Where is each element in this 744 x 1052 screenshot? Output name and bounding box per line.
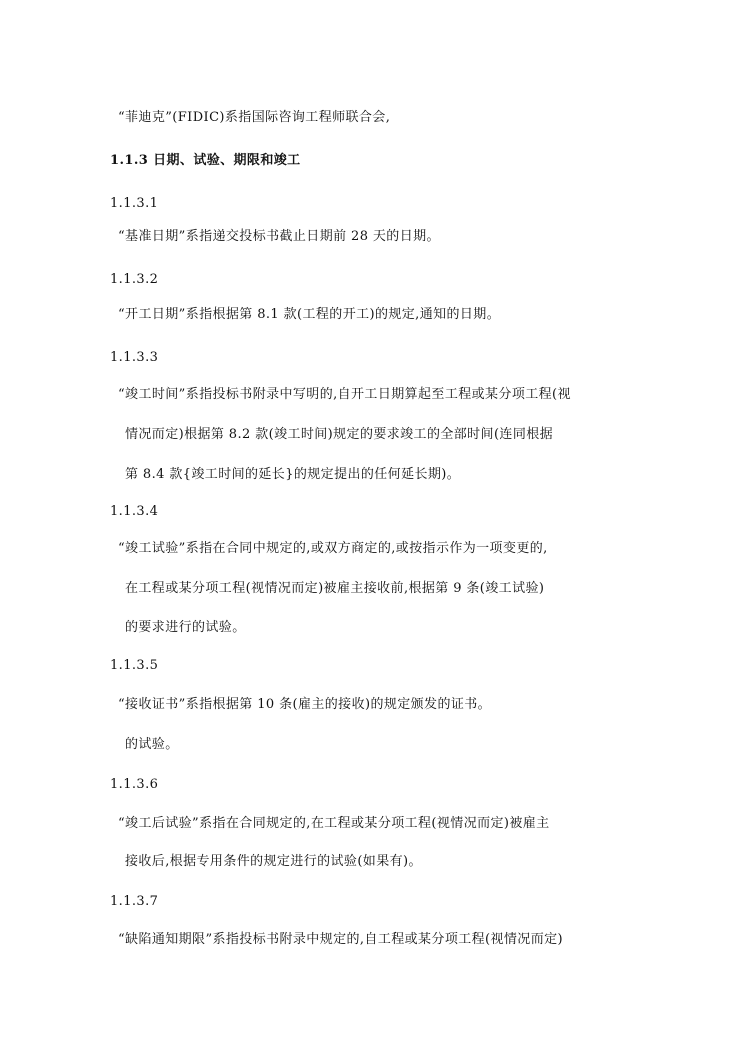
text-line: “竣工后试验”系指在合同规定的,在工程或某分项工程(视情况而定)被雇主 [118, 816, 550, 831]
text-line: 的试验。 [125, 737, 179, 752]
text-line: “开工日期”系指根据第 8.1 款(工程的开工)的规定,通知的日期。 [118, 307, 501, 322]
clause-number: 1.1.3.2 [110, 272, 159, 287]
clause-number: 1.1.3.6 [110, 777, 159, 792]
clause-number: 1.1.3.7 [110, 894, 159, 909]
text-line-fidic: “菲迪克”(FIDIC)系指国际咨询工程师联合会, [118, 110, 391, 125]
text-line: “竣工时间”系指投标书附录中写明的,自开工日期算起至工程或某分项工程(视 [118, 387, 571, 402]
clause-number: 1.1.3.5 [110, 658, 159, 673]
clause-number: 1.1.3.3 [110, 350, 159, 365]
clause-number: 1.1.3.4 [110, 504, 159, 519]
text-line: “接收证书”系指根据第 10 条(雇主的接收)的规定颁发的证书。 [118, 697, 492, 712]
clause-number: 1.1.3.1 [110, 196, 159, 211]
text-line: 情况而定)根据第 8.2 款(竣工时间)规定的要求竣工的全部时间(连同根据 [125, 427, 554, 442]
section-heading: 1.1.3 日期、试验、期限和竣工 [110, 153, 301, 168]
text-line: “缺陷通知期限”系指投标书附录中规定的,自工程或某分项工程(视情况而定) [118, 932, 563, 947]
text-line: “竣工试验”系指在合同中规定的,或双方商定的,或按指示作为一项变更的, [118, 541, 548, 556]
text-line: “基准日期”系指递交投标书截止日期前 28 天的日期。 [118, 229, 440, 244]
text-line: 在工程或某分项工程(视情况而定)被雇主接收前,根据第 9 条(竣工试验) [125, 581, 545, 596]
text-line: 的要求进行的试验。 [125, 620, 246, 635]
text-line: 第 8.4 款{竣工时间的延长}的规定提出的任何延长期)。 [125, 467, 461, 482]
text-line: 接收后,根据专用条件的规定进行的试验(如果有)。 [125, 854, 422, 869]
